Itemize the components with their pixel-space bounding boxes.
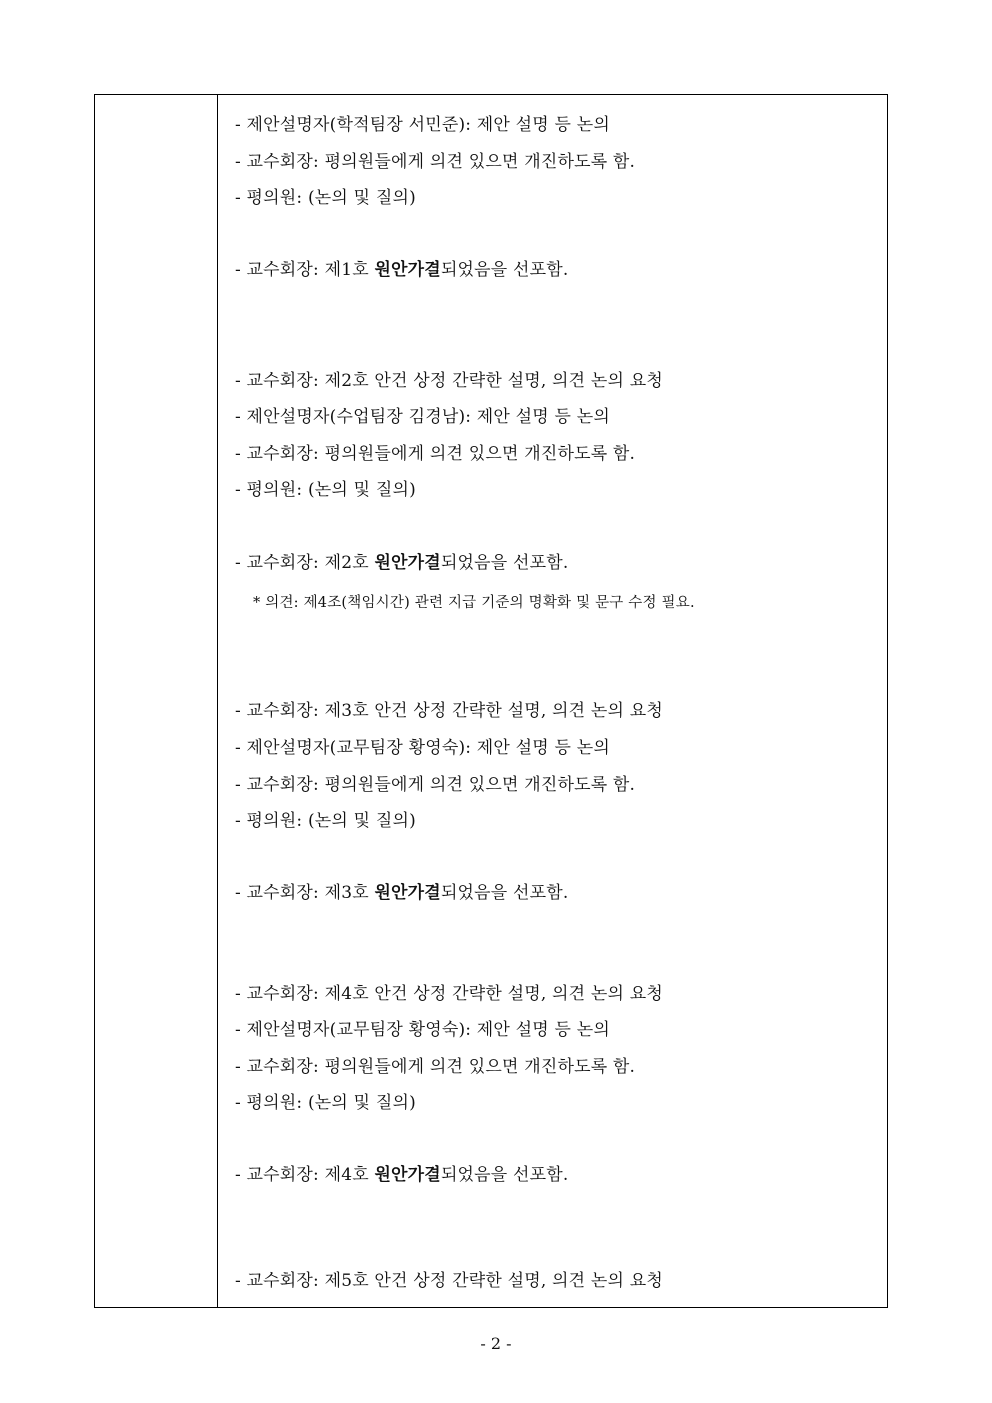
resolution-status: 원안가결 <box>374 553 441 573</box>
minutes-line: - 평의원: (논의 및 질의) <box>235 811 416 831</box>
minutes-line: - 교수회장: 제2호 안건 상정 간략한 설명, 의견 논의 요청 <box>235 371 663 391</box>
minutes-line: - 평의원: (논의 및 질의) <box>235 1093 416 1113</box>
resolution-line: - 교수회장: 제2호 원안가결되었음을 선포함. <box>235 553 569 573</box>
minutes-line: - 교수회장: 평의원들에게 의견 있으면 개진하도록 함. <box>235 775 636 795</box>
resolution-line: - 교수회장: 제1호 원안가결되었음을 선포함. <box>235 260 569 280</box>
minutes-line: - 제안설명자(수업팀장 김경남): 제안 설명 등 논의 <box>235 407 610 427</box>
minutes-line: - 교수회장: 평의원들에게 의견 있으면 개진하도록 함. <box>235 152 636 172</box>
minutes-line: - 제안설명자(학적팀장 서민준): 제안 설명 등 논의 <box>235 115 610 135</box>
minutes-line: - 교수회장: 평의원들에게 의견 있으면 개진하도록 함. <box>235 1057 636 1077</box>
minutes-line: - 교수회장: 제5호 안건 상정 간략한 설명, 의견 논의 요청 <box>235 1271 663 1291</box>
minutes-line: - 교수회장: 제3호 안건 상정 간략한 설명, 의견 논의 요청 <box>235 701 663 721</box>
minutes-line: - 교수회장: 평의원들에게 의견 있으면 개진하도록 함. <box>235 444 636 464</box>
resolution-status: 원안가결 <box>374 1165 441 1185</box>
minutes-line: - 평의원: (논의 및 질의) <box>235 480 416 500</box>
minutes-table <box>94 94 888 1308</box>
resolution-status: 원안가결 <box>374 883 441 903</box>
resolution-status: 원안가결 <box>374 260 441 280</box>
opinion-note: * 의견: 제4조(책임시간) 관련 지급 기준의 명확화 및 문구 수정 필요. <box>253 595 695 611</box>
page-number: - 2 - <box>480 1334 512 1353</box>
column-divider <box>217 95 218 1307</box>
minutes-line: - 제안설명자(교무팀장 황영숙): 제안 설명 등 논의 <box>235 738 610 758</box>
minutes-line: - 교수회장: 제4호 안건 상정 간략한 설명, 의견 논의 요청 <box>235 984 663 1004</box>
minutes-line: - 평의원: (논의 및 질의) <box>235 188 416 208</box>
minutes-line: - 제안설명자(교무팀장 황영숙): 제안 설명 등 논의 <box>235 1020 610 1040</box>
resolution-line: - 교수회장: 제3호 원안가결되었음을 선포함. <box>235 883 569 903</box>
resolution-line: - 교수회장: 제4호 원안가결되었음을 선포함. <box>235 1165 569 1185</box>
